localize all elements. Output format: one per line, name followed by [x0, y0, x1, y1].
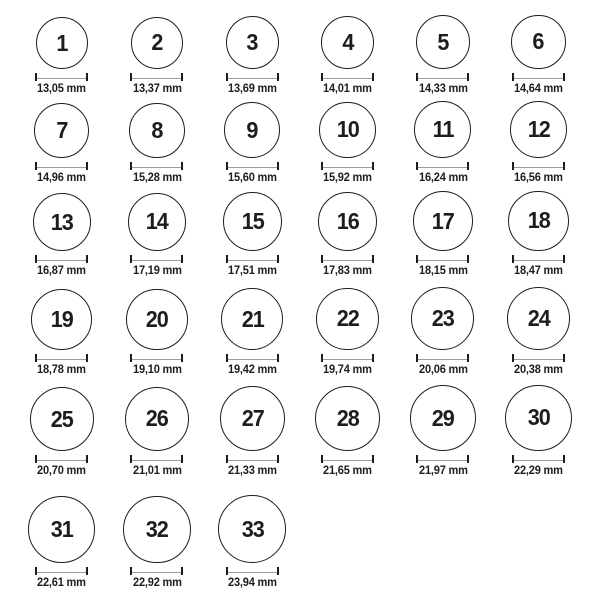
measure-rule: [132, 359, 181, 360]
ring-size-item: [109, 383, 204, 484]
ring-size-item: [109, 484, 204, 596]
ring-size-item: [491, 191, 586, 284]
diameter-label: 20,38 mm: [513, 364, 563, 377]
size-number: 26: [145, 405, 169, 432]
diameter-measure-line: [226, 455, 279, 463]
ring-size-item: [300, 383, 395, 484]
ring-circle: [126, 289, 188, 351]
ring-size-item: [395, 383, 490, 484]
ring-circle: [33, 193, 91, 251]
diameter-measure-line: [321, 73, 374, 81]
measure-rule: [37, 260, 86, 261]
diameter-label: 16,87 mm: [37, 265, 87, 278]
diameter-label: 15,60 mm: [227, 172, 277, 185]
ring-circle: [510, 101, 568, 159]
ring-circle: [226, 16, 279, 69]
diameter-label: 21,65 mm: [323, 465, 373, 478]
diameter-label: 23,94 mm: [227, 577, 277, 590]
diameter-measure-line: [226, 567, 279, 575]
measure-rule: [323, 78, 372, 79]
ring-circle: [511, 15, 566, 70]
measure-rule: [228, 359, 277, 360]
ring-size-item: [300, 284, 395, 383]
ring-size-item: [109, 191, 204, 284]
diameter-label: 14,64 mm: [513, 83, 563, 96]
diameter-label: 13,37 mm: [132, 83, 182, 96]
ring-size-item: [109, 284, 204, 383]
size-number: 20: [145, 305, 169, 332]
size-number: 16: [336, 207, 359, 234]
ring-circle: [410, 385, 476, 451]
diameter-measure-line: [35, 73, 88, 81]
size-number: 4: [342, 28, 354, 55]
measure-rule: [37, 460, 86, 461]
size-number: 8: [151, 116, 163, 143]
ring-circle: [411, 287, 474, 350]
diameter-label: 17,19 mm: [132, 265, 182, 278]
ring-size-item: [395, 6, 490, 102]
ring-size-item: [205, 102, 300, 191]
diameter-label: 18,47 mm: [513, 265, 563, 278]
diameter-label: 15,28 mm: [132, 172, 182, 185]
ring-circle: [28, 496, 95, 563]
ring-circle: [316, 288, 379, 351]
diameter-measure-line: [35, 455, 88, 463]
ring-size-item: [205, 6, 300, 102]
diameter-measure-line: [130, 162, 183, 170]
ring-circle: [508, 191, 569, 252]
ring-circle: [224, 102, 280, 158]
size-number: 28: [336, 404, 359, 431]
ring-circle: [220, 386, 285, 451]
size-number: 27: [241, 405, 264, 432]
size-number: 10: [336, 116, 359, 143]
ring-size-item: [300, 6, 395, 102]
diameter-label: 20,70 mm: [37, 465, 87, 478]
measure-rule: [228, 260, 277, 261]
ring-size-grid: [14, 6, 586, 600]
ring-circle: [125, 387, 190, 452]
diameter-measure-line: [512, 162, 565, 170]
diameter-label: 20,06 mm: [418, 364, 468, 377]
size-number: 6: [532, 28, 544, 55]
size-number: 33: [241, 515, 264, 542]
measure-rule: [228, 78, 277, 79]
diameter-label: 13,05 mm: [37, 83, 87, 96]
measure-rule: [514, 460, 563, 461]
diameter-measure-line: [35, 354, 88, 362]
size-number: 11: [432, 116, 454, 143]
diameter-label: 21,01 mm: [132, 465, 182, 478]
ring-size-item: [205, 284, 300, 383]
diameter-measure-line: [130, 455, 183, 463]
ring-size-item: [14, 102, 109, 191]
ring-circle: [319, 102, 376, 159]
diameter-measure-line: [321, 255, 374, 263]
size-number: 17: [431, 207, 455, 234]
size-number: 25: [50, 405, 73, 432]
size-number: 24: [527, 304, 550, 331]
ring-size-item: [14, 191, 109, 284]
size-number: 29: [431, 404, 455, 431]
measure-rule: [418, 460, 467, 461]
diameter-label: 14,33 mm: [418, 83, 468, 96]
size-number: 13: [50, 208, 73, 235]
measure-rule: [132, 167, 181, 168]
diameter-measure-line: [321, 455, 374, 463]
ring-size-item: [395, 191, 490, 284]
ring-circle: [221, 288, 283, 350]
ring-circle: [128, 193, 187, 252]
ring-size-item: [491, 383, 586, 484]
measure-rule: [132, 572, 181, 573]
diameter-measure-line: [130, 567, 183, 575]
ring-size-item: [205, 191, 300, 284]
size-number: 19: [50, 306, 73, 333]
size-number: 18: [527, 207, 550, 234]
measure-rule: [323, 359, 372, 360]
measure-rule: [514, 167, 563, 168]
ring-size-item: [395, 102, 490, 191]
diameter-label: 15,92 mm: [323, 172, 373, 185]
measure-rule: [37, 572, 86, 573]
measure-rule: [418, 167, 467, 168]
measure-rule: [132, 78, 181, 79]
ring-size-item: [395, 284, 490, 383]
ring-circle: [413, 191, 473, 251]
ring-size-item: [300, 102, 395, 191]
ring-circle: [123, 496, 191, 564]
diameter-label: 16,56 mm: [513, 172, 563, 185]
diameter-measure-line: [130, 73, 183, 81]
ring-size-item: [300, 191, 395, 284]
ring-circle: [507, 287, 571, 351]
measure-rule: [132, 460, 181, 461]
measure-rule: [514, 78, 563, 79]
measure-rule: [132, 260, 181, 261]
ring-size-item: [205, 383, 300, 484]
diameter-measure-line: [512, 354, 565, 362]
ring-size-item: [14, 284, 109, 383]
diameter-label: 18,78 mm: [37, 364, 87, 377]
ring-circle: [315, 386, 381, 452]
size-number: 15: [241, 208, 264, 235]
diameter-measure-line: [35, 162, 88, 170]
diameter-label: 16,24 mm: [418, 172, 468, 185]
diameter-label: 19,10 mm: [132, 364, 182, 377]
ring-size-item: [14, 484, 109, 596]
measure-rule: [323, 167, 372, 168]
ring-size-item: [205, 484, 300, 596]
ring-size-item: [14, 6, 109, 102]
size-number: 31: [50, 516, 73, 543]
size-number: 9: [246, 116, 258, 143]
size-number: 3: [246, 29, 258, 56]
ring-circle: [218, 495, 286, 563]
diameter-label: 19,74 mm: [323, 364, 373, 377]
diameter-measure-line: [226, 354, 279, 362]
diameter-measure-line: [512, 73, 565, 81]
size-number: 1: [56, 29, 68, 56]
diameter-label: 17,51 mm: [227, 265, 277, 278]
diameter-label: 13,69 mm: [227, 83, 277, 96]
measure-rule: [228, 460, 277, 461]
ring-circle: [414, 101, 471, 158]
diameter-label: 14,96 mm: [37, 172, 87, 185]
ring-size-item: [109, 6, 204, 102]
size-number: 2: [151, 29, 163, 56]
measure-rule: [37, 78, 86, 79]
size-number: 30: [527, 404, 550, 431]
ring-size-item: [491, 6, 586, 102]
diameter-measure-line: [512, 455, 565, 463]
ring-circle: [505, 385, 572, 452]
diameter-measure-line: [130, 354, 183, 362]
ring-size-item: [109, 102, 204, 191]
ring-circle: [131, 17, 184, 70]
ring-circle: [34, 103, 89, 158]
diameter-label: 17,83 mm: [323, 265, 373, 278]
size-number: 22: [336, 305, 359, 332]
size-number: 7: [56, 117, 68, 144]
ring-size-item: [14, 383, 109, 484]
diameter-measure-line: [226, 162, 279, 170]
ring-size-item: [491, 284, 586, 383]
size-number: 32: [145, 515, 169, 542]
ring-circle: [318, 192, 378, 252]
ring-circle: [223, 192, 282, 251]
diameter-label: 22,29 mm: [513, 465, 563, 478]
measure-rule: [514, 260, 563, 261]
ring-circle: [321, 16, 375, 70]
diameter-measure-line: [416, 455, 469, 463]
measure-rule: [514, 359, 563, 360]
diameter-measure-line: [512, 255, 565, 263]
diameter-measure-line: [130, 255, 183, 263]
diameter-measure-line: [321, 162, 374, 170]
measure-rule: [418, 260, 467, 261]
diameter-measure-line: [35, 255, 88, 263]
ring-size-item: [491, 102, 586, 191]
ring-circle: [36, 17, 88, 69]
size-number: 5: [437, 28, 449, 55]
measure-rule: [323, 260, 372, 261]
diameter-measure-line: [416, 354, 469, 362]
measure-rule: [418, 359, 467, 360]
size-number: 21: [241, 305, 264, 332]
size-number: 12: [527, 115, 550, 142]
measure-rule: [323, 460, 372, 461]
diameter-label: 14,01 mm: [323, 83, 373, 96]
diameter-label: 21,97 mm: [418, 465, 468, 478]
diameter-measure-line: [416, 255, 469, 263]
diameter-label: 18,15 mm: [418, 265, 468, 278]
measure-rule: [228, 167, 277, 168]
ring-circle: [31, 289, 92, 350]
diameter-label: 19,42 mm: [227, 364, 277, 377]
diameter-measure-line: [416, 73, 469, 81]
ring-circle: [129, 103, 185, 159]
measure-rule: [37, 167, 86, 168]
diameter-measure-line: [35, 567, 88, 575]
diameter-measure-line: [416, 162, 469, 170]
diameter-label: 21,33 mm: [227, 465, 277, 478]
diameter-measure-line: [226, 255, 279, 263]
measure-rule: [228, 572, 277, 573]
ring-circle: [416, 15, 470, 69]
diameter-label: 22,92 mm: [132, 577, 182, 590]
measure-rule: [418, 78, 467, 79]
diameter-label: 22,61 mm: [37, 577, 87, 590]
measure-rule: [37, 359, 86, 360]
diameter-measure-line: [226, 73, 279, 81]
size-number: 23: [431, 305, 455, 332]
size-number: 14: [145, 208, 169, 235]
diameter-measure-line: [321, 354, 374, 362]
ring-circle: [30, 387, 94, 451]
